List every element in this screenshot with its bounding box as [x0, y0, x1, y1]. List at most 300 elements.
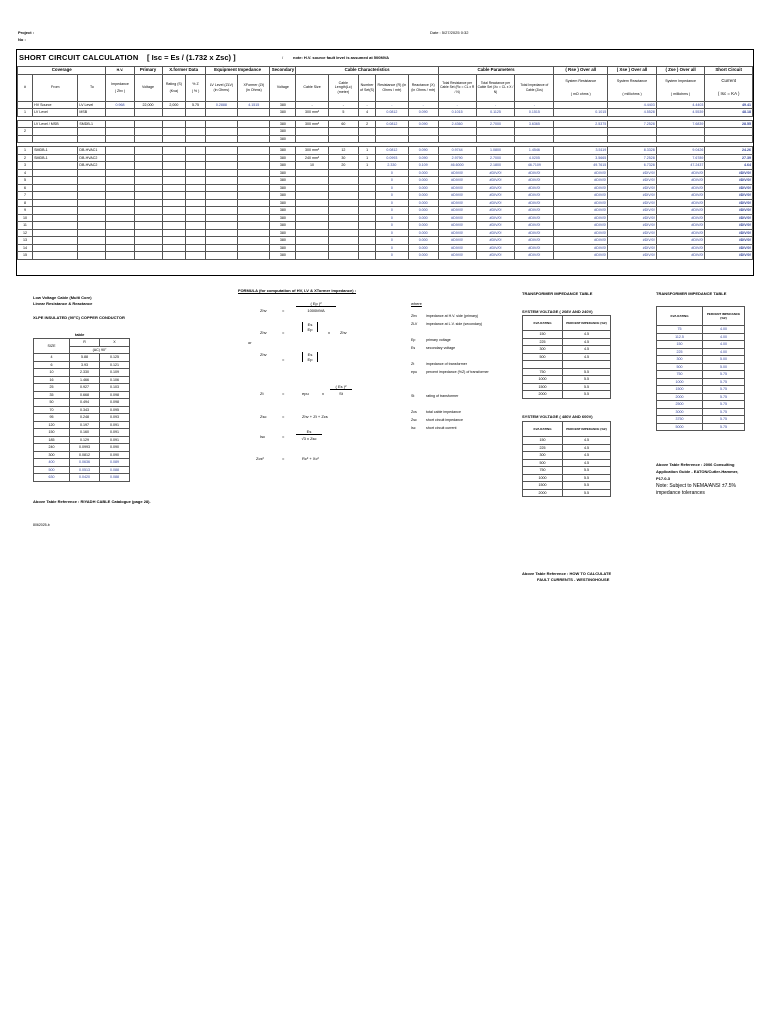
- cell-from: [33, 244, 78, 252]
- xf2-cell: 5000: [657, 423, 703, 431]
- xf2-cell: 3000: [657, 408, 703, 416]
- xf2-head-pz: PERCENT IMPEDANCE (%Z): [703, 307, 745, 326]
- cell-isc: 27.39: [705, 154, 753, 162]
- head-num-sets: Number of Set(S): [358, 74, 375, 101]
- cell-zc: 3.6365: [515, 120, 554, 128]
- xf2-cell: 4.00: [703, 333, 745, 341]
- cell-rc: 46.6000: [438, 162, 476, 170]
- cell-no: 12: [18, 229, 33, 237]
- cell-zc: [515, 128, 554, 136]
- cell-sets: [358, 252, 375, 260]
- cell-to: [78, 244, 106, 252]
- xf1b-cell: 750: [523, 467, 563, 475]
- cell-sz: [656, 135, 705, 143]
- head-sys-imp: [656, 74, 705, 101]
- cell-sz: #DIV/0!: [656, 252, 705, 260]
- cell-imp: [106, 229, 134, 237]
- cell-size: [296, 214, 328, 222]
- cell-sec: 380: [270, 135, 296, 143]
- cell-zc: #DIV/0!: [515, 252, 554, 260]
- cell-imp: [106, 237, 134, 245]
- table-row: [523, 459, 611, 467]
- cell-size: [296, 177, 328, 185]
- group-coverage: Coverage: [18, 67, 106, 75]
- cable-title-2: Linear Resistance & Reactance: [33, 301, 93, 306]
- cell-from: [33, 252, 78, 260]
- cell-xc: #DIV/0!: [476, 192, 515, 200]
- definition-row: [411, 320, 521, 328]
- cell-sx: #DIV/0!: [608, 229, 657, 237]
- cell-sr: 2.5375: [554, 120, 608, 128]
- cell-x: -: [408, 101, 438, 109]
- table-row: [34, 399, 130, 407]
- xf2-ref2: Application Guide - EATON/Cutler-Hammer,: [656, 469, 739, 474]
- xf2-cell: 4.00: [703, 326, 745, 334]
- xf1a-cell: 5.5: [563, 391, 611, 399]
- table-row: [18, 101, 753, 109]
- xf2-ref3: P17.0-3: [656, 476, 671, 481]
- cable-cell: 25: [34, 384, 70, 392]
- cell-to: LV Level: [78, 101, 106, 109]
- cell-sx: #DIV/0!: [608, 222, 657, 230]
- cell-voltage: [134, 192, 162, 200]
- cell-isc: #DIV/0!: [705, 207, 753, 215]
- head-sys-res-unit: ( mΩ ohms ): [570, 91, 591, 96]
- cell-len: 60: [328, 120, 358, 128]
- cell-sx: #DIV/0!: [608, 169, 657, 177]
- cell-imp: [106, 199, 134, 207]
- cell-to: [78, 169, 106, 177]
- cell-sz: #DIV/0!: [656, 207, 705, 215]
- project-label: Project :: [18, 30, 35, 35]
- table-row: [34, 384, 130, 392]
- cable-cell: 0.093: [100, 414, 130, 422]
- head-impedance-unit: ( Zhv ): [114, 88, 126, 93]
- cell-len: [328, 252, 358, 260]
- xf2-cell: 750: [657, 371, 703, 379]
- cell-rc: #DIV/0!: [438, 169, 476, 177]
- f1-num: ( Ep )²: [296, 301, 336, 307]
- cell-zc: #DIV/0!: [515, 229, 554, 237]
- cell-to: [78, 214, 106, 222]
- cell-rating: [162, 192, 186, 200]
- cell-sets: [358, 192, 375, 200]
- cell-sets: 1: [358, 154, 375, 162]
- cell-xf: [238, 162, 270, 170]
- cell-x: 0.000: [408, 222, 438, 230]
- cell-pz: [186, 207, 205, 215]
- cable-cell: 0.121: [100, 361, 130, 369]
- cell-from: [33, 162, 78, 170]
- table-row: [18, 154, 753, 162]
- xf1b-cell: 5.5: [563, 489, 611, 497]
- cell-voltage: [134, 252, 162, 260]
- cell-sets: 4: [358, 109, 375, 117]
- definition-text: percent impedance (%Z) of transformer: [426, 370, 489, 374]
- cell-pz: [186, 109, 205, 117]
- cell-lv: [205, 214, 237, 222]
- cell-sz: #DIV/0!: [656, 169, 705, 177]
- group-short-circuit: Short Circuit: [705, 67, 753, 75]
- table-row: [34, 466, 130, 474]
- head-voltage: Voltage: [134, 74, 162, 101]
- cell-from: [33, 184, 78, 192]
- cell-xf: [238, 214, 270, 222]
- cell-sx: #DIV/0!: [608, 177, 657, 185]
- cell-xf: [238, 169, 270, 177]
- definition-row: [411, 392, 521, 400]
- cell-isc: [705, 135, 753, 143]
- table-row: [18, 169, 753, 177]
- cell-sec: 380: [270, 237, 296, 245]
- cell-sec: 380: [270, 244, 296, 252]
- xf1-head-pz: PERCENT IMPEDANCE (%Z): [563, 316, 611, 331]
- cell-lv: [205, 135, 237, 143]
- cell-r: 0: [376, 184, 408, 192]
- definition-symbol: Zt: [411, 362, 415, 366]
- cable-cell: 35: [34, 391, 70, 399]
- cell-voltage: [134, 147, 162, 155]
- cell-to: [78, 177, 106, 185]
- table-row: [18, 109, 753, 117]
- cell-from: [33, 207, 78, 215]
- cell-rating: [162, 162, 186, 170]
- cell-pz: [186, 192, 205, 200]
- xf2-cell: 5.75: [703, 378, 745, 386]
- xf2-cell: 2500: [657, 401, 703, 409]
- cell-sz: 4.4403: [656, 101, 705, 109]
- cell-xf: [238, 154, 270, 162]
- cell-len: [328, 222, 358, 230]
- cell-x: 0.000: [408, 169, 438, 177]
- head-current-label: Current: [721, 77, 736, 83]
- cell-size: [296, 229, 328, 237]
- xf2-cell: 3750: [657, 416, 703, 424]
- cell-isc: 48.18: [705, 109, 753, 117]
- cell-r: 0: [376, 237, 408, 245]
- cable-cell: 1.466: [70, 376, 100, 384]
- cell-rc: [438, 128, 476, 136]
- cell-zc: #DIV/0!: [515, 184, 554, 192]
- head-sys-res: [554, 74, 608, 101]
- cable-reference: Above Table Reference : RIYADH CABLE Catalogue (page 28).: [33, 499, 151, 504]
- formula-area: [250, 300, 410, 470]
- cell-lv: [205, 162, 237, 170]
- cell-sec: 380: [270, 120, 296, 128]
- table-row: [657, 393, 745, 401]
- cell-r: 0: [376, 169, 408, 177]
- cell-size: [296, 135, 328, 143]
- cell-from: LV Level / MSB: [33, 120, 78, 128]
- cell-rating: [162, 128, 186, 136]
- cable-cell: 0.0513: [70, 466, 100, 474]
- cell-zc: #DIV/0!: [515, 199, 554, 207]
- cell-sets: [358, 222, 375, 230]
- where-label: where: [411, 301, 422, 306]
- cell-sx: #DIV/0!: [608, 252, 657, 260]
- cell-sx: #DIV/0!: [608, 214, 657, 222]
- cable-head-unit: (AC) 90°: [70, 346, 130, 354]
- cell-zc: 1.4546: [515, 147, 554, 155]
- head-current-unit: ( Isc = KA ): [717, 90, 740, 96]
- cell-pz: [186, 169, 205, 177]
- cell-xc: #DIV/0!: [476, 252, 515, 260]
- f6-den: √3 x Zsc: [301, 436, 317, 441]
- head-lv-level: [205, 74, 237, 101]
- head-xf-label: XFormer (Zt): [243, 82, 265, 87]
- cell-rc: 0.9744: [438, 147, 476, 155]
- sheet-footer: 8062025-b: [33, 523, 50, 527]
- cell-no: 4: [18, 169, 33, 177]
- cell-imp: [106, 184, 134, 192]
- f2-b: Ep: [307, 327, 313, 332]
- cell-xf: [238, 135, 270, 143]
- cell-rating: [162, 214, 186, 222]
- head-lv-unit: (in Ohms): [213, 87, 230, 92]
- definition-text: short circuit current: [426, 426, 457, 430]
- cable-cell: 240: [34, 444, 70, 452]
- cable-cell: 0.089: [100, 459, 130, 467]
- cell-x: 0.000: [408, 252, 438, 260]
- cell-lv: [205, 244, 237, 252]
- cable-cell: 630: [34, 474, 70, 482]
- cell-zc: #DIV/0!: [515, 192, 554, 200]
- cell-rating: 2,000: [162, 101, 186, 109]
- xf1a-cell: 300: [523, 346, 563, 354]
- table-row: [523, 482, 611, 490]
- cell-pz: [186, 120, 205, 128]
- cable-head-size: SIZE: [34, 339, 70, 354]
- xf2-cell: 225: [657, 348, 703, 356]
- cable-cell: 5.88: [70, 354, 100, 362]
- cable-cell: 0.248: [70, 414, 100, 422]
- cell-rating: [162, 184, 186, 192]
- cell-r: 0: [376, 214, 408, 222]
- cable-cell: 0.0636: [70, 459, 100, 467]
- cell-pz: [186, 135, 205, 143]
- cable-cell: 150: [34, 429, 70, 437]
- cell-sets: 2: [358, 120, 375, 128]
- definition-text: primary voltage: [426, 338, 451, 342]
- f5-lhs: Zsc: [260, 414, 267, 419]
- f4-eq: =: [282, 391, 285, 396]
- cable-cell: 0.343: [70, 406, 100, 414]
- cell-rc: #DIV/0!: [438, 229, 476, 237]
- cell-no: 2: [18, 128, 33, 136]
- cell-r: 0: [376, 192, 408, 200]
- cell-pz: [186, 229, 205, 237]
- head-resistance: Resistance (R) (in Ohms / mtr): [376, 74, 408, 101]
- cell-lv: [205, 109, 237, 117]
- cell-sets: [358, 244, 375, 252]
- cable-cell: 0.129: [70, 436, 100, 444]
- xf2-note1: Note: Subject to NEMA/ANSI ±7.5%: [656, 483, 736, 489]
- cell-xf: [238, 184, 270, 192]
- cell-no: 2: [18, 154, 33, 162]
- cell-size: 240 mm²: [296, 154, 328, 162]
- cell-sets: [358, 237, 375, 245]
- xf2-cell: 5.75: [703, 408, 745, 416]
- cable-cell: 120: [34, 421, 70, 429]
- xf2-cell: 5.75: [703, 423, 745, 431]
- cell-zc: #DIV/0!: [515, 169, 554, 177]
- cell-rc: 0.1015: [438, 109, 476, 117]
- head-sec-voltage: Voltage: [270, 74, 296, 101]
- cell-to: [78, 237, 106, 245]
- cell-xc: #DIV/0!: [476, 177, 515, 185]
- cell-imp: [106, 162, 134, 170]
- definition-row: [411, 384, 521, 392]
- cell-zc: [515, 135, 554, 143]
- cell-voltage: [134, 154, 162, 162]
- definition-text: secondary voltage: [426, 346, 456, 350]
- definition-row: [411, 416, 521, 424]
- table-row: [523, 338, 611, 346]
- cell-imp: [106, 135, 134, 143]
- cell-sx: 7.2528: [608, 154, 657, 162]
- cell-from: [33, 128, 78, 136]
- cell-size: [296, 207, 328, 215]
- table-row: [18, 177, 753, 185]
- cell-sz: #DIV/0!: [656, 244, 705, 252]
- cell-sets: 1: [358, 162, 375, 170]
- cell-sx: #DIV/0!: [608, 184, 657, 192]
- cell-imp: 0.968: [106, 101, 134, 109]
- cable-cell: 0.091: [100, 436, 130, 444]
- cell-sec: 380: [270, 214, 296, 222]
- cell-sets: [358, 229, 375, 237]
- cell-sec: 380: [270, 169, 296, 177]
- cell-isc: #DIV/0!: [705, 237, 753, 245]
- f5-eq: =: [282, 414, 285, 419]
- cell-no: [18, 120, 33, 128]
- xf2-cell: 4.00: [703, 341, 745, 349]
- table-row: [523, 383, 611, 391]
- cell-lv: [205, 184, 237, 192]
- cell-xf: [238, 229, 270, 237]
- group-zse: ( Zse ) Over all: [656, 67, 705, 75]
- cell-isc: 49.41: [705, 101, 753, 109]
- xf2-cell: 5.00: [703, 363, 745, 371]
- table-row: [18, 135, 753, 143]
- cell-sz: #DIV/0!: [656, 199, 705, 207]
- table-row: [523, 376, 611, 384]
- definition-row: [411, 360, 521, 368]
- cell-to: [78, 184, 106, 192]
- cell-rc: [438, 135, 476, 143]
- xf2-cell: 500: [657, 363, 703, 371]
- cell-size: [296, 169, 328, 177]
- cable-table-label: table: [75, 332, 85, 337]
- xf1-sub2: SYSTEM VOLTAGE ( 480V AND 600V): [522, 414, 593, 419]
- cell-sets: [358, 199, 375, 207]
- cell-pz: [186, 199, 205, 207]
- cell-imp: [106, 222, 134, 230]
- xf2-ref1: Above Table Reference : 2006 Consulting: [656, 462, 735, 467]
- cell-r: 0: [376, 252, 408, 260]
- table-row: [34, 361, 130, 369]
- cable-cell: 0.098: [100, 399, 130, 407]
- cell-size: [296, 244, 328, 252]
- cell-lv: 0.2888: [205, 101, 237, 109]
- cell-len: 30: [328, 154, 358, 162]
- cell-len: [328, 207, 358, 215]
- cell-to: SMDB-1: [78, 120, 106, 128]
- cell-x: 0.090: [408, 109, 438, 117]
- xf1b-cell: 1000: [523, 474, 563, 482]
- definition-row: [411, 368, 521, 376]
- xf1b-cell: 2000: [523, 489, 563, 497]
- cell-sz: #DIV/0!: [656, 222, 705, 230]
- cell-no: 15: [18, 252, 33, 260]
- cell-x: 0.000: [408, 199, 438, 207]
- cable-cell: 3.93: [70, 361, 100, 369]
- cell-r: 0: [376, 207, 408, 215]
- cell-voltage: [134, 199, 162, 207]
- cell-sr: #DIV/0!: [554, 199, 608, 207]
- cell-from: [33, 135, 78, 143]
- cell-sx: 7.2528: [608, 120, 657, 128]
- cell-sz: #DIV/0!: [656, 184, 705, 192]
- cell-rating: [162, 120, 186, 128]
- xf2-cell: 1500: [657, 386, 703, 394]
- cable-cell: 0.0993: [70, 444, 100, 452]
- cell-sr: 0.1015: [554, 109, 608, 117]
- cell-zc: #DIV/0!: [515, 237, 554, 245]
- cell-lv: [205, 147, 237, 155]
- cell-rating: [162, 244, 186, 252]
- cell-sz: 47.2437: [656, 162, 705, 170]
- cell-to: DB-HVAC1: [78, 147, 106, 155]
- head-sys-imp-label: System Impedance: [665, 78, 696, 83]
- f2-times: x: [328, 330, 330, 335]
- table-row: [34, 354, 130, 362]
- cell-x: 0.000: [408, 184, 438, 192]
- cable-cell: 16: [34, 376, 70, 384]
- cell-rating: [162, 229, 186, 237]
- cell-lv: [205, 199, 237, 207]
- cell-sets: [358, 169, 375, 177]
- f2-c: Zhv: [340, 330, 347, 335]
- cell-pz: [186, 184, 205, 192]
- cell-sr: #DIV/0!: [554, 222, 608, 230]
- cell-no: [18, 101, 33, 109]
- cell-size: 300 mm²: [296, 109, 328, 117]
- xf1b-cell: 5.5: [563, 474, 611, 482]
- cell-xf: [238, 177, 270, 185]
- table-row: [523, 452, 611, 460]
- cell-pz: [186, 214, 205, 222]
- cable-cell: 0.160: [70, 429, 100, 437]
- cell-r: 0: [376, 199, 408, 207]
- head-pz-unit: ( % ): [191, 88, 200, 93]
- cell-isc: #DIV/0!: [705, 184, 753, 192]
- cable-cell: 500: [34, 466, 70, 474]
- cell-to: [78, 128, 106, 136]
- group-equipment: Equipment Impedance: [205, 67, 270, 75]
- f4-den: St: [339, 391, 343, 396]
- table-row: [18, 199, 753, 207]
- cell-sr: 3.5119: [554, 147, 608, 155]
- cable-cell: 0.103: [100, 384, 130, 392]
- cell-imp: [106, 147, 134, 155]
- cell-sr: #DIV/0!: [554, 244, 608, 252]
- cell-rating: [162, 207, 186, 215]
- cell-len: [328, 244, 358, 252]
- cell-len: 12: [328, 147, 358, 155]
- xf2-note2: impedance tolerances: [656, 490, 705, 496]
- cell-imp: [106, 252, 134, 260]
